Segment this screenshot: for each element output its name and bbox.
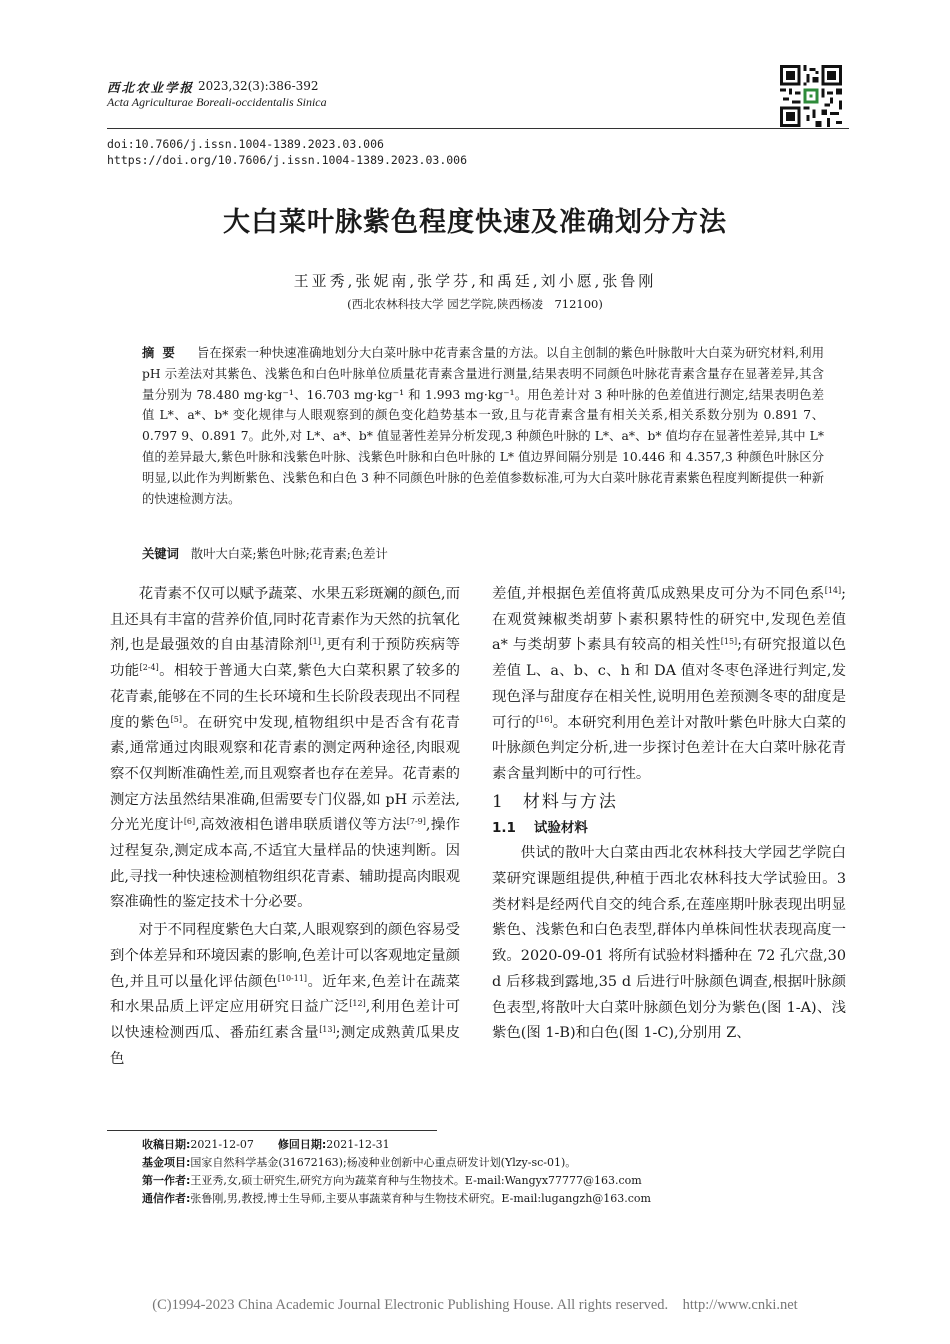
body-right-column: [492, 582, 846, 1047]
paragraph: 差值,并根据色差值将黄瓜成熟果皮可分为不同色系[14];在观赏辣椒类胡萝卜素积累特性的研究中,发现色差值 a* 与类胡萝卜素具有较高的相关性[15];有研究报道以色差值 L、a、b、c、h 和 DA 值对冬枣色泽进行判定,发现色泽与甜度存在相关性,说明用色差预测冬枣的甜度是可行的[16]。本研究利用色差计对散叶紫色叶脉大白菜的叶脉颜色判定分析,进一步探讨色差计在大白菜叶脉花青素含量判断中的可行性。: [492, 586, 846, 782]
copyright-notice: (C)1994-2023 China Academic Journal Electronic Publishing House. All rights reserved. http://www.cnki.net: [152, 1297, 798, 1313]
journal-name-en: Acta Agriculturae Boreali-occidentalis Sinica: [107, 95, 327, 109]
affiliation: (西北农林科技大学 园艺学院,陕西杨凌 712100): [347, 297, 603, 311]
paragraph: 花青素不仅可以赋予蔬菜、水果五彩斑斓的颜色,而且还具有丰富的营养价值,同时花青素作为天然的抗氧化剂,也是最强效的自由基清除剂[1],更有利于预防疾病等功能[2-4]。相较于普通大白菜,紫色大白菜积累了较多的花青素,能够在不同的生长环境和生长阶段表现出不同程度的紫色[5]。在研究中发现,植物组织中是否含有花青素,通常通过肉眼观察和花青素的测定两种途径,肉眼观察不仅判断准确性差,而且观察者也存在差异。花青素的测定方法虽然结果准确,但需要专门仪器,如 pH 示差法,分光光度计[6],高效液相色谱串联质谱仪等方法[7-9],操作过程复杂,测定成本高,不适宜大量样品的快速判断。因此,寻找一种快速检测植物组织花青素、辅助提高肉眼观察准确性的鉴定技术十分必要。: [110, 586, 461, 911]
footnotes: [142, 1136, 842, 1208]
citation[interactable]: [1]: [309, 637, 321, 647]
footnote-dates: 收稿日期:2021-12-07 修回日期:2021-12-31: [142, 1138, 390, 1151]
abstract: [142, 343, 824, 509]
doi-line: doi:10.7606/j.issn.1004-1389.2023.03.006: [107, 137, 384, 151]
section-heading: 1 材料与方法: [492, 791, 618, 812]
citation[interactable]: [6]: [183, 817, 196, 827]
citation[interactable]: [15]: [720, 637, 738, 647]
header-rule: [107, 128, 849, 129]
page-title: 大白菜叶脉紫色程度快速及准确划分方法: [223, 207, 727, 238]
footnote-rule: [107, 1130, 437, 1131]
citation[interactable]: [13]: [319, 1024, 336, 1034]
journal-issue: 2023,32(3):386-392: [198, 79, 319, 93]
keywords-text: 散叶大白菜;紫色叶脉;花青素;色差计: [190, 547, 388, 561]
authors: 王亚秀,张妮南,张学芬,和禹廷,刘小愿,张鲁刚: [293, 272, 657, 290]
paragraph: 供试的散叶大白菜由西北农林科技大学园艺学院白菜研究课题组提供,种植于西北农林科技大学试验田。3 类材料是经两代自交的纯合系,在莲座期叶脉表现出明显紫色、浅紫色和白色表型,群体内单株间性状表现高度一致。2020-09-01 将所有试验材料播种在 72 孔穴盘,30 d 后移栽到露地,35 d 后进行叶脉颜色调查,根据叶脉颜色表型,将散叶大白菜叶脉颜色划分为紫色(图 1-A)、浅紫色(图 1-B)和白色(图 1-C),分别用 Z、: [492, 845, 846, 1042]
journal-name-cn: 西北农业学报: [107, 80, 195, 95]
citation[interactable]: [12]: [349, 999, 366, 1009]
citation[interactable]: [10-11]: [277, 973, 308, 983]
qr-code-icon: [780, 65, 842, 127]
citation[interactable]: [14]: [824, 586, 842, 595]
footnote-first-author: 第一作者:王亚秀,女,硕士研究生,研究方向为蔬菜育种与生物技术。E-mail:Wangyx77777@163.com: [142, 1174, 642, 1187]
paragraph: 对于不同程度紫色大白菜,人眼观察到的颜色容易受到个体差异和环境因素的影响,色差计可以客观地定量颜色,并且可以量化评估颜色[10-11]。近年来,色差计在蔬菜和水果品质上评定应用研究日益广泛[12],利用色差计可以快速检测西瓜、番茄红素含量[13];测定成熟黄瓜果皮色: [110, 922, 461, 1067]
keywords: [142, 544, 824, 562]
footnote-corresponding: 通信作者:张鲁刚,男,教授,博士生导师,主要从事蔬菜育种与生物技术研究。E-mail:lugangzh@163.com: [142, 1192, 651, 1205]
subsection-heading: 1.1 试验材料: [492, 819, 588, 836]
body-left-column: [110, 582, 460, 1072]
citation[interactable]: [2-4]: [139, 663, 159, 673]
footnote-fund: 基金项目:国家自然科学基金(31672163);杨凌种业创新中心重点研发计划(Ylzy-sc-01)。: [142, 1156, 577, 1169]
keywords-label: 关键词: [142, 547, 179, 561]
abstract-label: 摘要: [142, 346, 183, 360]
abstract-text: 旨在探索一种快速准确地划分大白菜叶脉中花青素含量的方法。以自主创制的紫色叶脉散叶大白菜为研究材料,利用 pH 示差法对其紫色、浅紫色和白色叶脉单位质量花青素含量进行测量,结果表明不同颜色叶脉花青素含量存在显著差异,其含量分别为 78.480 mg·kg⁻¹、16.703 mg·kg⁻¹ 和 1.993 mg·kg⁻¹。用色差计对 3 种叶脉的色差值进行测定,结果表明色差值 L*、a*、b* 变化规律与人眼观察到的颜色变化趋势基本一致,且与花青素含量有相关关系,相关系数分别为 0.891 7、0.797 9、0.891 7。此外,对 L*、a*、b* 值显著性差异分析发现,3 种颜色叶脉的 L*、a*、b* 值均存在显著性差异,其中 L* 值的差异最大,紫色叶脉和浅紫色叶脉、浅紫色叶脉和白色叶脉的 L* 值边界间隔分别是 10.446 和 4.357,3 种颜色叶脉区分明显,以此作为判断紫色、浅紫色和白色 3 种不同颜色叶脉的色差值参数标准,可为大白菜叶脉花青素紫色程度判断提供一种新的快速检测方法。: [142, 346, 824, 506]
citation[interactable]: [7-9]: [406, 817, 426, 827]
doi-url[interactable]: https://doi.org/10.7606/j.issn.1004-1389.2023.03.006: [107, 153, 468, 167]
citation[interactable]: [5]: [170, 714, 182, 724]
citation[interactable]: [16]: [536, 714, 553, 724]
